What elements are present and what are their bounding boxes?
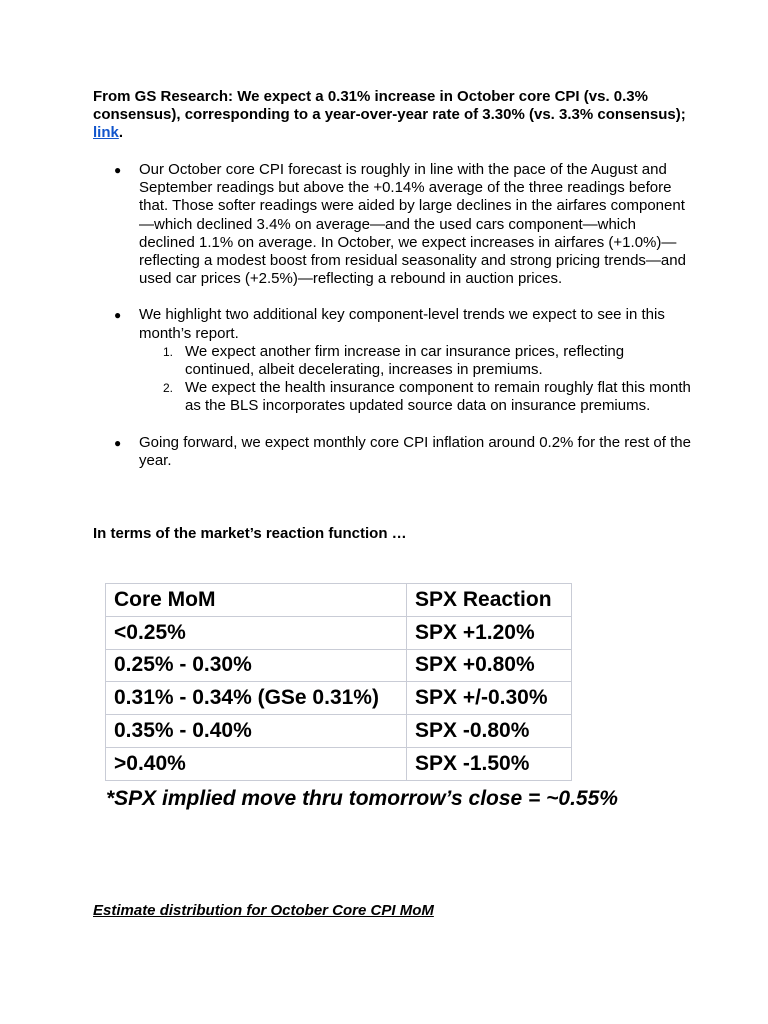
bullet-list [93,161,693,488]
table-header-row [106,584,572,617]
bullet-item [93,161,693,288]
numbered-item-text: We expect the health insurance component to remain roughly flat this month as the BLS incorporates updated source data on insurance premiums. [185,379,691,415]
table-row [106,616,572,649]
numbered-sublist [139,343,693,416]
intro-paragraph [93,88,693,142]
table-row [106,649,572,682]
estimate-heading: Estimate distribution for October Core CPI MoM [93,902,434,919]
table-cell: SPX +1.20% [407,616,572,649]
numbered-item [139,379,693,415]
item-number: 2. [163,381,174,396]
table-row [106,715,572,748]
table-cell: 0.31% - 0.34% (GSe 0.31%) [106,682,407,715]
reaction-table [105,583,572,781]
bullet-item [93,306,693,415]
table-row [106,682,572,715]
table-cell: <0.25% [106,616,407,649]
bullet-item [93,434,693,470]
bullet-text: Our October core CPI forecast is roughly in line with the pace of the August and September readings but above the +0.14% average of the three readings before that. Those softer readings were aided by large declines in the airfares component—which declined 3.4% on average—and the used cars component—which declined 1.1% on average. In October, we expect increases in airfares (+1.0%)—reflecting a modest boost from residual seasonality and strong pricing trends—and used car prices (+2.5%)—reflecting a rebound in auction prices. [139,161,686,288]
table-cell: SPX -0.80% [407,715,572,748]
table-cell: SPX +0.80% [407,649,572,682]
item-number: 1. [163,344,174,359]
numbered-item-text: We expect another firm increase in car insurance prices, reflecting continued, albeit decelerating, increases in premiums. [185,342,625,379]
numbered-item [139,343,693,379]
bullet-text: Going forward, we expect monthly core CPI inflation around 0.2% for the rest of the year. [139,433,691,469]
table-cell: 0.35% - 0.40% [106,715,407,748]
table-cell: SPX -1.50% [407,747,572,780]
reaction-heading: In terms of the market’s reaction function … [93,525,407,542]
intro-trailing: . [118,124,124,141]
table-header-cell: Core MoM [106,584,407,617]
bullet-dot-icon: ● [114,435,122,450]
bullet-text: We highlight two additional key component-level trends we expect to see in this month’s report. [139,306,665,342]
implied-move-note: *SPX implied move thru tomorrow’s close = ~0.55% [106,787,618,810]
table-header-cell: SPX Reaction [407,584,572,617]
table-cell: >0.40% [106,747,407,780]
bullet-dot-icon: ● [114,308,122,323]
table-cell: 0.25% - 0.30% [106,649,407,682]
table-cell: SPX +/-0.30% [407,682,572,715]
table-row [106,747,572,780]
bullet-dot-icon: ● [114,163,122,177]
intro-text: From GS Research: We expect a 0.31% increase in October core CPI (vs. 0.3% consensus), corresponding to a year-over-year rate of 3.30% (vs. 3.3% consensus); [93,88,686,123]
research-link[interactable]: link [93,124,119,141]
